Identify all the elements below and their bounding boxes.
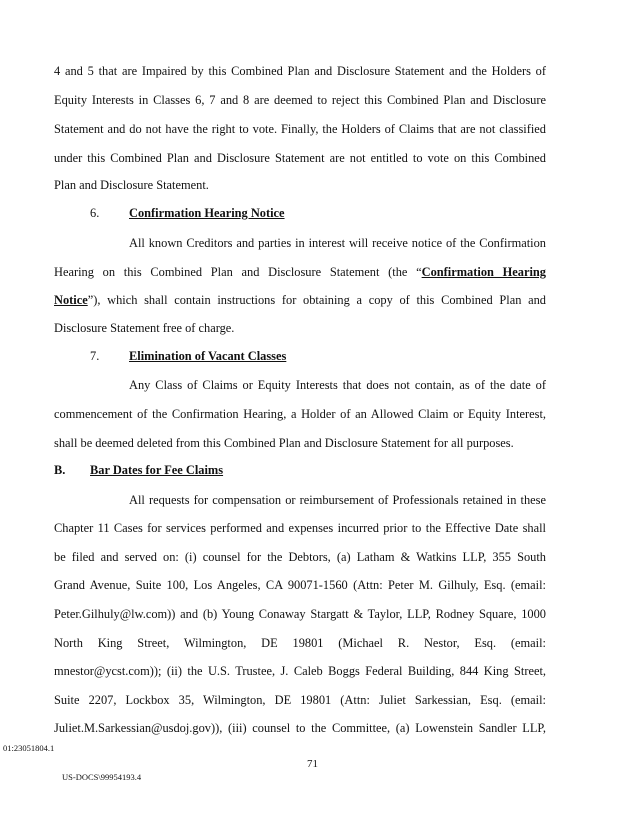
paragraph-line: Suite 2207, Lockbox 35, Wilmington, DE 19801 (Attn: Juliet Sarkessian, Esq. (email:	[54, 693, 546, 707]
paragraph-line: Disclosure Statement free of charge.	[54, 321, 235, 335]
paragraph-line: Grand Avenue, Suite 100, Los Angeles, CA 90071-1560 (Attn: Peter M. Gilhuly, Esq. (email:	[54, 578, 546, 592]
paragraph-line: Chapter 11 Cases for services performed and expenses incurred prior to the Effective Date shall	[54, 521, 546, 535]
document-id: 01:23051804.1	[3, 743, 55, 753]
paragraph-line: North King Street, Wilmington, DE 19801 (Michael R. Nestor, Esq. (email:	[54, 636, 546, 650]
paragraph-line: commencement of the Confirmation Hearing, a Holder of an Allowed Claim or Equity Interest,	[54, 407, 546, 421]
paragraph-line: Plan and Disclosure Statement.	[54, 178, 209, 192]
paragraph-line: Equity Interests in Classes 6, 7 and 8 are deemed to reject this Combined Plan and Disclosure	[54, 93, 546, 107]
defined-term: Notice	[54, 293, 88, 307]
section-title: Bar Dates for Fee Claims	[90, 463, 224, 477]
section-number: 6.	[90, 206, 100, 220]
section-title: Confirmation Hearing Notice	[129, 206, 285, 220]
paragraph-line: Any Class of Claims or Equity Interests that does not contain, as of the date of	[129, 378, 546, 392]
paragraph-line: shall be deemed deleted from this Combined Plan and Disclosure Statement for all purposes.	[54, 436, 514, 450]
defined-term: Confirmation Hearing	[421, 265, 546, 279]
paragraph-line: 4 and 5 that are Impaired by this Combined Plan and Disclosure Statement and the Holders of	[54, 64, 546, 78]
paragraph-text: ”), which shall contain instructions for obtaining a copy of this Combined Plan and	[87, 293, 546, 307]
paragraph-line: under this Combined Plan and Disclosure Statement are not entitled to vote on this Combined	[54, 151, 546, 165]
page-number: 71	[307, 758, 318, 770]
paragraph-line: mnestor@ycst.com)); (ii) the U.S. Trustee, J. Caleb Boggs Federal Building, 844 King Street,	[54, 664, 546, 678]
paragraph-line: Juliet.M.Sarkessian@usdoj.gov)), (iii) counsel to the Committee, (a) Lowenstein Sandler LLP,	[54, 721, 546, 735]
paragraph-line: be filed and served on: (i) counsel for the Debtors, (a) Latham & Watkins LLP, 355 South	[54, 550, 546, 564]
section-number: 7.	[90, 349, 100, 363]
document-id: US-DOCS\99954193.4	[62, 772, 142, 782]
paragraph-line	[54, 292, 546, 308]
paragraph-line: All known Creditors and parties in interest will receive notice of the Confirmation	[129, 236, 546, 250]
paragraph-line	[54, 264, 546, 280]
paragraph-line: All requests for compensation or reimbursement of Professionals retained in these	[129, 493, 546, 507]
paragraph-text: Hearing on this Combined Plan and Disclosure Statement (the “	[54, 265, 422, 279]
section-title: Elimination of Vacant Classes	[129, 349, 287, 363]
section-letter: B.	[54, 463, 66, 477]
paragraph-line: Peter.Gilhuly@lw.com)) and (b) Young Conaway Stargatt & Taylor, LLP, Rodney Square, 1000	[54, 607, 546, 621]
paragraph-line: Statement and do not have the right to vote. Finally, the Holders of Claims that are not classified	[54, 122, 546, 136]
